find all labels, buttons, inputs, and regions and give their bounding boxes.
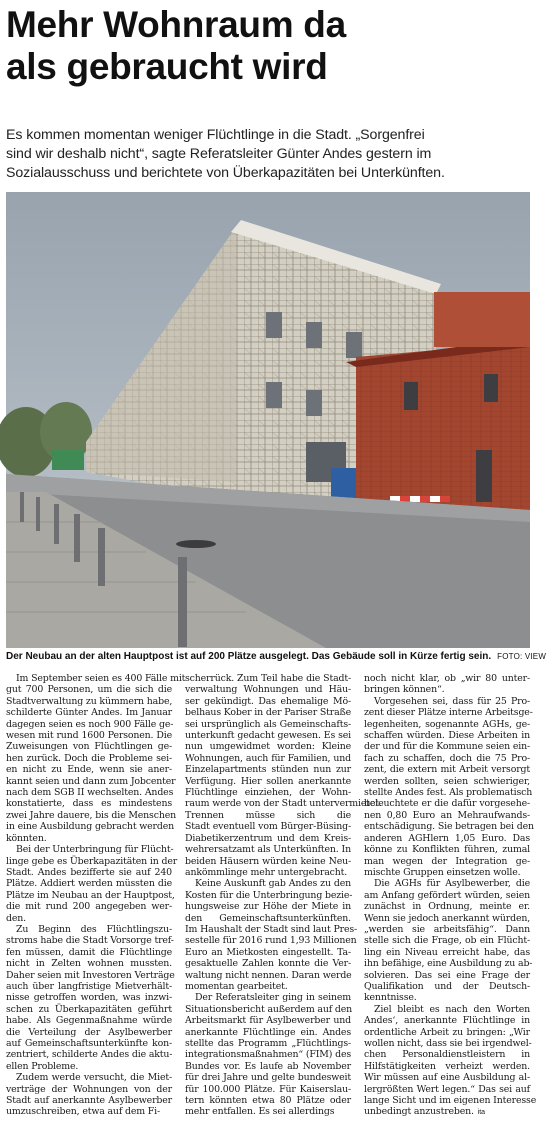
article-line: dagegen seien es noch 900 Fälle ge- [6, 718, 174, 730]
article-line: könne zu Konflikten führen, zumal [364, 844, 530, 856]
article-line: noch nicht klar, ob „wir 80 unter- [364, 673, 530, 684]
article-line: stellte das Programm „Flüchtlings- [185, 1038, 351, 1049]
article-line: die mit rund 200 angegeben wer- [6, 901, 172, 913]
article-paragraph [6, 844, 178, 924]
article-line: habe. Als Gegenmaßnahme würde [6, 1015, 172, 1027]
article-line: anderen AGHlern 1,05 Euro. Das [364, 832, 530, 844]
article-line: momentan gearbeitet. [185, 980, 288, 992]
article-line: Trennen müsse sich die [185, 809, 351, 821]
article-line: Im September seien es 400 Fälle mit [16, 673, 186, 684]
article-paragraph [364, 878, 533, 1004]
article-paragraph [364, 1003, 537, 1119]
article-line: fach zu schaffen, doch die 75 Pro- [364, 752, 530, 764]
article-line: ser gekündigt. Das ehemalige Mö- [185, 695, 351, 707]
article-line: verträge der Wohnungen von der [6, 1083, 172, 1095]
article-line: kannt seien und dann zum Jobcenter [6, 775, 176, 787]
article-line: Hilfstätigkeiten verheizt werden. [364, 1060, 530, 1072]
article-line: Flüchtlinge einziehen, der Wohn- [185, 787, 351, 799]
article-line: mehr entfallen. Es sei allerdings [185, 1106, 335, 1118]
article-line: Stadt auf anerkannte Asylbewerber [6, 1095, 172, 1107]
article-line: wollen nicht, dass sie bei irgendwel- [364, 1038, 532, 1049]
article-line: Einzelapartments stünden nun zur [185, 764, 351, 776]
article-line: die Verteilung der Asylbewerber [6, 1026, 172, 1038]
article-line: wesen mit rund 1600 Personen. Die [6, 730, 172, 742]
article-line: chen Personaldienstleistern in [364, 1049, 530, 1061]
article-paragraph [364, 673, 530, 696]
article-photo [6, 192, 530, 648]
article-line: Bundes vor. Es laufe ab November [185, 1060, 351, 1072]
article-line: am Anfang gefördert würden, seien [364, 889, 530, 901]
article-line: Keine Auskunft gab Andes zu den [195, 878, 351, 890]
article-line: linge gebe es Überkapazitäten in der [6, 855, 178, 867]
article-line: hen zurück. Doch die Probleme sei- [6, 752, 172, 764]
article-line: Situationsbericht außerdem auf den [185, 1003, 353, 1015]
article-column-3 [364, 673, 537, 1119]
article-line: lergrößten Wert legen.“ Das sei auf [364, 1083, 530, 1095]
article-line: schilderte Günter Andes. Im Januar [6, 707, 172, 719]
article-line: der und für die Kommune seien ein- [364, 741, 530, 753]
article-column-2 [185, 673, 382, 1118]
article-line: lange Sicht und im eigenen Interesse [364, 1095, 537, 1107]
author-signature: ita [477, 1109, 485, 1117]
article-line: in eine Ausbildung gebracht werden [6, 821, 175, 833]
article-line: nisse getroffen worden, was inzwi- [6, 992, 172, 1004]
photo-credit: FOTO: VIEW [497, 652, 546, 661]
article-line: schen zu Überkapazitäten geführt [6, 1003, 172, 1015]
article-line: gut 700 Personen, um die sich die [6, 684, 172, 696]
article-line: werden sollten, seien schwieriger, [364, 775, 530, 787]
article-line: zent dieser Plätze interne Arbeitsge- [364, 707, 533, 719]
article-line: tern könnten etwa 80 Plätze oder [185, 1095, 351, 1107]
article-line: mischte Gruppen einsetzen wolle. [364, 866, 521, 878]
article-line: hungsweise zur Höhe der Miete in [185, 901, 351, 913]
article-line: Zudem werde versucht, die Miet- [16, 1072, 172, 1084]
article-line: Verfügung. Hier sollen anerkannte [185, 775, 351, 787]
article-line: Plätze. Addiert werden müssten die [6, 878, 172, 890]
article-line: sei ursprünglich als Gemeinschafts- [185, 718, 351, 730]
article-line: Qualifikation und der Deutsch- [364, 980, 530, 992]
headline-line-2: als gebraucht wird [6, 46, 328, 87]
article-line: wehrersatzamt als Unterkünften. In [185, 844, 351, 856]
article-line: integrationsmaßnahmen“ (FIM) des [185, 1049, 352, 1061]
lead-line: Es kommen momentan weniger Flüchtlinge in die Stadt. „Sorgenfrei [6, 127, 425, 143]
article-line: nun umgewidmet worden: Kleine [185, 741, 351, 753]
article-line: Stadt. Andes bezifferte sie auf 240 [6, 866, 172, 878]
article-paragraph [185, 878, 358, 992]
lead-line: Sozialausschuss und berichtete von Überkapazitäten bei Unterkünften. [6, 165, 445, 181]
article-line: auch über langfristige Mietverhält- [6, 980, 172, 992]
article-line: schaffen würden. Diese Arbeiten in [364, 730, 530, 742]
article-paragraph [185, 992, 351, 1117]
article-line: man wegen der Integration ge- [364, 855, 530, 867]
article-line: bringen können“. [364, 684, 445, 696]
article-line: „werden sie arbeitsfähig“. Dann [364, 923, 530, 935]
article-line: für drei Jahre und gelte bundesweit [185, 1072, 351, 1084]
article-line: ellen Probleme. [6, 1060, 79, 1072]
article-line: für 100.000 Plätze. Für Kaiserslau- [185, 1083, 351, 1095]
article-line: stelle sich die Frage, ob ein Flücht- [364, 935, 530, 947]
caption-text: Der Neubau an der alten Hauptpost ist auf 200 Plätze ausgelegt. Das Gebäude soll in Kürze fertig sein. [6, 651, 492, 662]
article-line: nach dem SGB II wechselten. Andes [6, 787, 174, 799]
article-line: zunächst in Ordnung, meinte er. [364, 901, 530, 913]
article-line: Euro an Mietkosten eingestellt. Ta- [185, 946, 351, 958]
article-paragraph [6, 923, 175, 1072]
article-line: raum werde von der Stadt untervermietet. [185, 798, 382, 810]
article-line: Zuweisungen von Flüchtlingen ge- [6, 741, 172, 753]
article-line: scherrück. Zum Teil habe die Stadt- [185, 673, 351, 684]
article-line: ihn befähige, eine Ausbildung zu ab- [364, 958, 533, 970]
lead-paragraph [6, 126, 530, 183]
article-line: unterkunft gedacht gewesen. Es sei [185, 730, 351, 742]
article-line: Plätze im Neubau an der Hauptpost, [6, 889, 175, 901]
article-line: auf Gemeinschaftsunterkünfte kon- [6, 1038, 172, 1049]
article-paragraph [6, 1072, 172, 1118]
article-line: kenntnisse. [364, 992, 417, 1004]
article-line: Vorgesehen sei, dass für 25 Pro- [374, 695, 530, 707]
article-line: beleuchtete er die dafür vorgesehe- [364, 798, 530, 810]
article-line: könnten. [6, 832, 47, 844]
article-line: zwei Jahre dauere, bis die Menschen [6, 809, 176, 821]
article-line: Stadtverwaltung zu kümmern habe, [6, 695, 173, 707]
article-line: fen müssen, damit die Flüchtlinge [6, 946, 172, 958]
article-line: beiden Häusern würden keine Neu- [185, 855, 351, 867]
article-line: umzuschreiben, etwa auf dem Fi- [6, 1106, 161, 1118]
article-line: konstatierte, dass es mindestens [6, 798, 172, 810]
article-line: waltung nicht nennen. Daran werde [185, 969, 352, 981]
headline-line-1: Mehr Wohnraum da [6, 4, 346, 45]
article-line: legenheiten, sogenannte AGHs, ge- [364, 718, 530, 730]
article-line: Zu Beginn des Flüchtlingszu- [16, 923, 172, 935]
article-line: solvieren. Das sei eine Frage der [364, 969, 530, 981]
article-line: en nicht zu Ende, wenn sie aner- [6, 764, 172, 776]
article-line: anerkannte Flüchtlinge ein. Andes [185, 1026, 351, 1038]
article-line: Im Haushalt der Stadt sind laut Pres- [185, 923, 358, 935]
article-line: nen 0,80 Euro an Mehraufwands- [364, 809, 530, 821]
article-line: Der Referatsleiter ging in seinem [195, 992, 351, 1004]
article-line: zentriert, schilderte Andes die aktu- [6, 1049, 173, 1061]
article-line: zent, die extern mit Arbeit versorgt [364, 764, 530, 776]
article-line: Die AGHs für Asylbewerber, die [374, 878, 530, 890]
article-line: stroms habe die Stadt Vorsorge tref- [6, 935, 174, 947]
article-paragraph [6, 673, 186, 844]
article-line: Bei der Unterbringung für Flücht- [16, 844, 174, 856]
article-line: Wohnungen, auch für Familien, und [185, 752, 351, 764]
article-line: ordentliche Arbeit zu bringen: „Wir [364, 1026, 530, 1038]
article-paragraph [185, 673, 382, 878]
article-line: Diabetikerzentrum und dem Kreis- [185, 832, 351, 844]
article-line: Andes‘, anerkannte Flüchtlinge in [364, 1015, 530, 1027]
article-line: entschädigung. Sie betragen bei den [364, 821, 534, 833]
article-line: Kosten für die Unterbringung bezie- [185, 889, 353, 901]
article-line: unbedingt anzustreben. ita [364, 1106, 485, 1118]
lead-line: sind wir deshalb nicht“, sagte Referatsleiter Günter Andes gestern im [6, 146, 432, 162]
article-line: nicht in Zelten wohnen mussten. [6, 958, 172, 970]
article-line: Wir müssen auf eine Ausbildung al- [364, 1072, 530, 1084]
article-line: gesaktuelle Zahlen konnte die Ver- [185, 958, 351, 970]
article-line: Wenn sie jedoch anerkannt würden, [364, 912, 531, 924]
article-line: den. [6, 912, 26, 924]
photo-caption [6, 650, 546, 663]
article-line: ling ein Niveau erreicht habe, das [364, 946, 530, 958]
article-line: den Gemeinschaftsunterkünften. [185, 912, 351, 924]
article-paragraph [364, 695, 534, 879]
article-line: Ziel bleibt es nach den Worten [374, 1003, 530, 1015]
article-line: Daher seien mit Investoren Verträge [6, 969, 175, 981]
article-line: stellte Andes fest. Als problematisch [364, 787, 533, 799]
article-line: belhaus Kober in der Pariser Straße [185, 707, 352, 719]
article-line: Arbeitsmarkt für Asylbewerber und [185, 1015, 351, 1027]
building-photo-illustration [6, 192, 530, 648]
headline [6, 4, 530, 88]
article-line: ankömmlinge mehr untergebracht. [185, 866, 348, 878]
article-line: verwaltung Wohnungen und Häu- [185, 684, 351, 696]
article-line: sestelle für 2016 rund 1,93 Millionen [185, 935, 357, 947]
article-line: Stadt eventuell vom Bürger-Büsing- [185, 821, 351, 833]
article-column-1 [6, 673, 186, 1118]
